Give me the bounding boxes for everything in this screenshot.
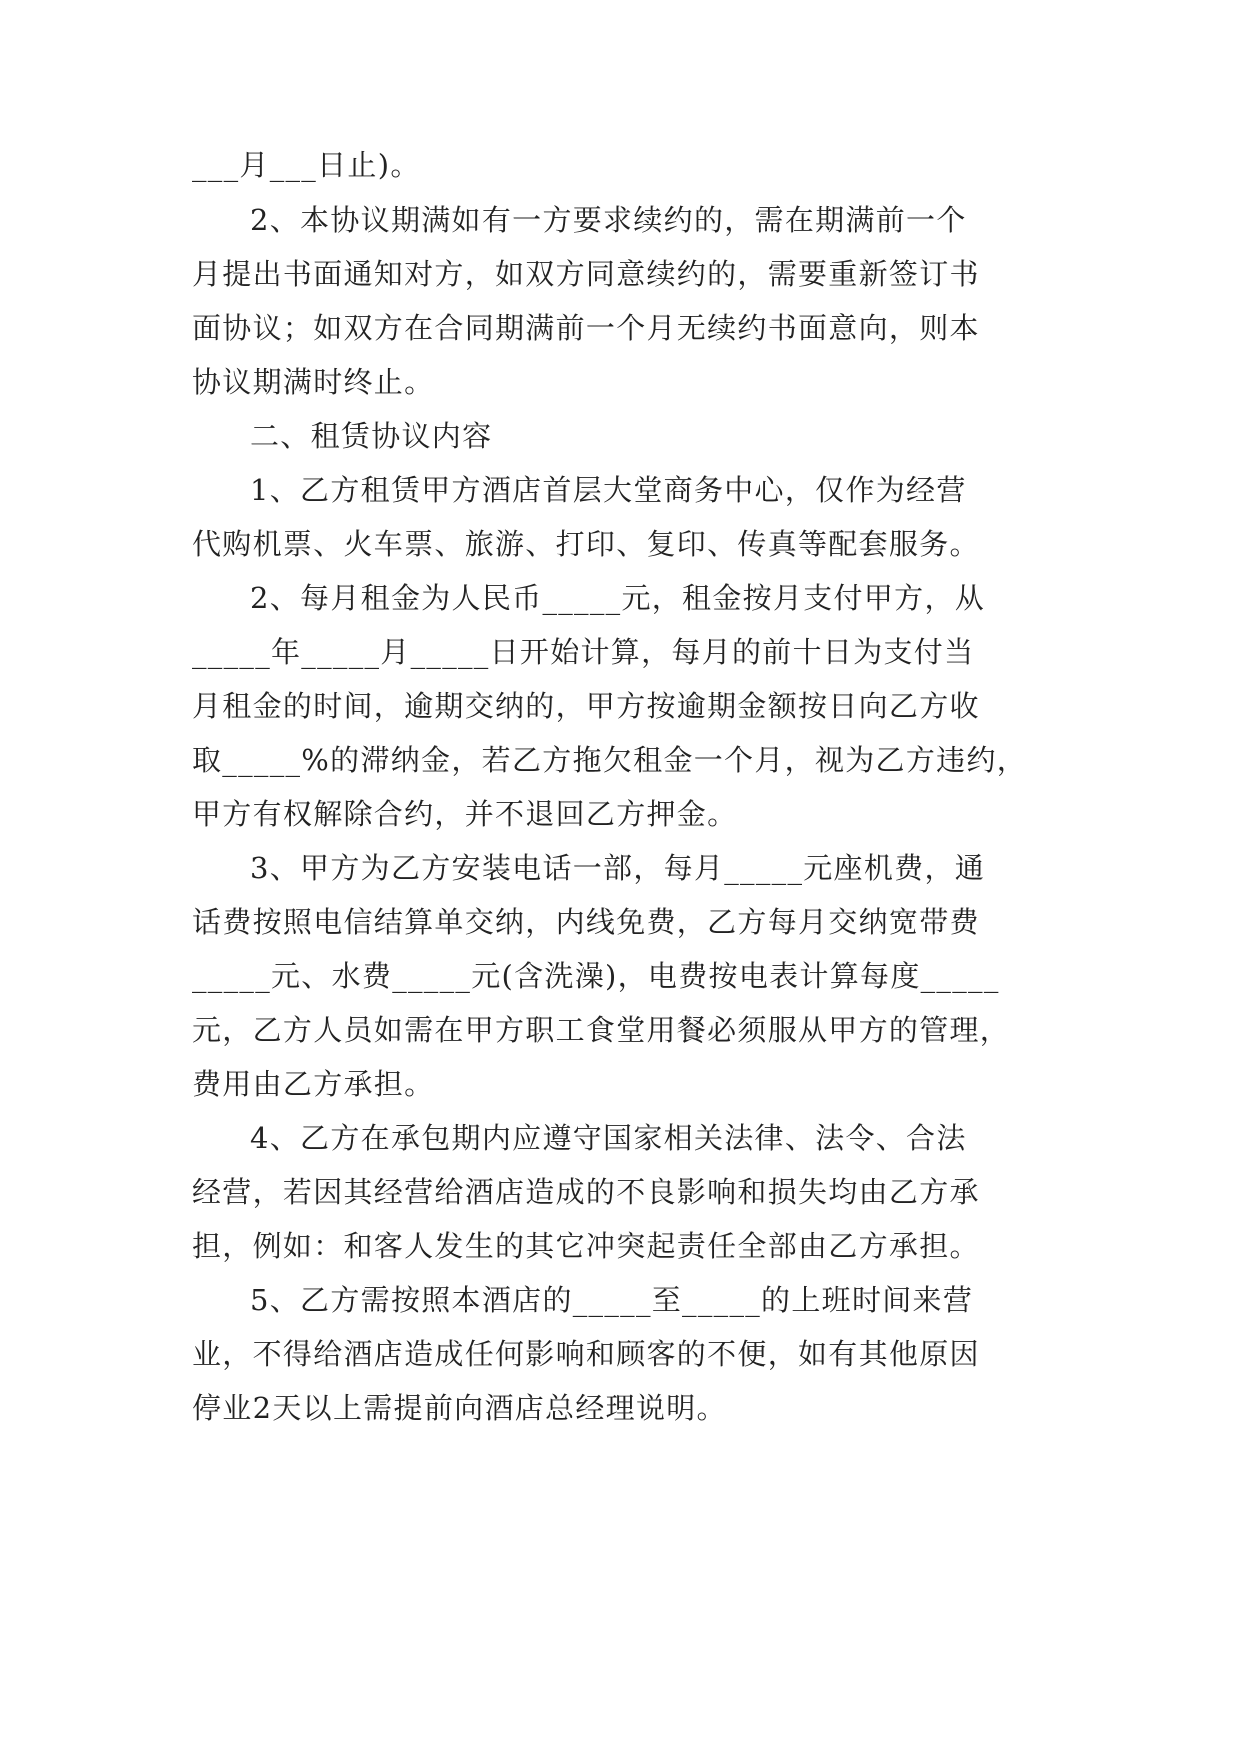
text-line: 取_____%的滞纳金，若乙方拖欠租金一个月，视为乙方违约， bbox=[192, 743, 1028, 777]
text-line: _____元、水费_____元(含洗澡)，电费按电表计算每度_____ bbox=[192, 959, 1000, 993]
text-line: 代购机票、火车票、旅游、打印、复印、传真等配套服务。 bbox=[192, 527, 980, 561]
text-line: 协议期满时终止。 bbox=[192, 365, 435, 399]
text-line: 业，不得给酒店造成任何影响和顾客的不便，如有其他原因 bbox=[192, 1337, 980, 1371]
text-line: 甲方有权解除合约，并不退回乙方押金。 bbox=[192, 797, 738, 831]
text-line: _____年_____月_____日开始计算，每月的前十日为支付当 bbox=[192, 635, 975, 669]
text-line: 经营，若因其经营给酒店造成的不良影响和损失均由乙方承 bbox=[192, 1175, 980, 1209]
text-line: 2、本协议期满如有一方要求续约的，需在期满前一个 bbox=[250, 203, 967, 237]
section-heading: 二、租赁协议内容 bbox=[250, 419, 493, 453]
text-line: 话费按照电信结算单交纳，内线免费，乙方每月交纳宽带费 bbox=[192, 905, 980, 939]
text-line: 元，乙方人员如需在甲方职工食堂用餐必须服从甲方的管理， bbox=[192, 1013, 1011, 1047]
text-line: 月提出书面通知对方，如双方同意续约的，需要重新签订书 bbox=[192, 257, 980, 291]
text-line: 5、乙方需按照本酒店的_____至_____的上班时间来营 bbox=[250, 1283, 974, 1317]
text-line: 费用由乙方承担。 bbox=[192, 1067, 435, 1101]
text-line: 2、每月租金为人民币_____元，租金按月支付甲方，从 bbox=[250, 581, 986, 615]
text-line: 面协议；如双方在合同期满前一个月无续约书面意向，则本 bbox=[192, 311, 980, 345]
text-line: 停业2天以上需提前向酒店总经理说明。 bbox=[192, 1391, 727, 1425]
text-line: 4、乙方在承包期内应遵守国家相关法律、法令、合法 bbox=[250, 1121, 967, 1155]
text-line: 3、甲方为乙方安装电话一部，每月_____元座机费，通 bbox=[250, 851, 986, 885]
text-line: 1、乙方租赁甲方酒店首层大堂商务中心，仅作为经营 bbox=[250, 473, 967, 507]
text-line: ___月___日止)。 bbox=[192, 148, 421, 182]
text-line: 担，例如：和客人发生的其它冲突起责任全部由乙方承担。 bbox=[192, 1229, 980, 1263]
text-line: 月租金的时间，逾期交纳的，甲方按逾期金额按日向乙方收 bbox=[192, 689, 980, 723]
